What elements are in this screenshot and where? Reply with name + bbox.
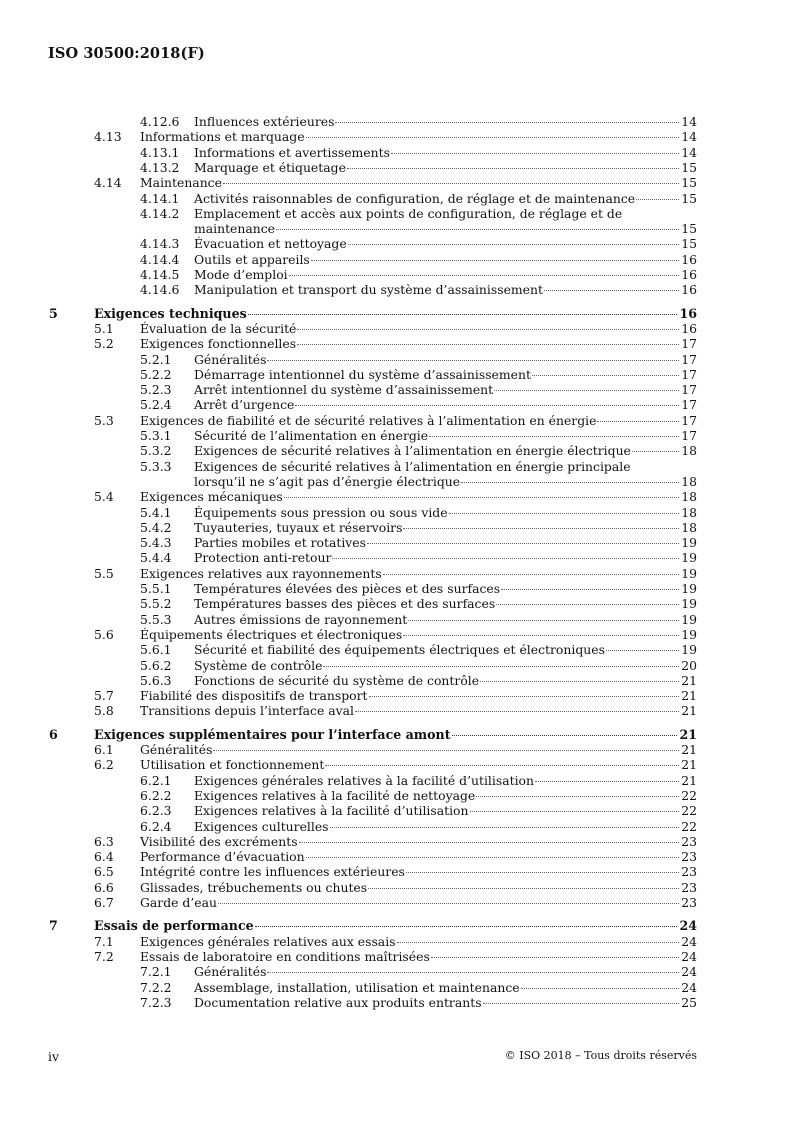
toc-entry-page: 22 <box>681 803 697 819</box>
dot-leader <box>332 557 679 559</box>
toc-entry-title: Parties mobiles et rotatives <box>194 535 366 551</box>
toc-entry-title-continued: lorsqu’il ne s’agit pas d’énergie électrique <box>194 473 461 489</box>
toc-entry[interactable] <box>0 306 793 321</box>
toc-entry-page: 23 <box>681 833 697 849</box>
toc-entry-number: 5.3 <box>94 412 114 428</box>
toc-entry[interactable] <box>0 964 793 979</box>
toc-entry-page: 15 <box>681 159 697 175</box>
toc-entry-page: 18 <box>681 443 697 459</box>
toc-entry-title: Exigences supplémentaires pour l’interface amont <box>94 726 451 742</box>
toc-entry-title: Équipements électriques et électroniques <box>140 626 403 642</box>
toc-entry-number: 4.14.5 <box>140 267 180 282</box>
dot-leader <box>480 680 679 682</box>
toc-entry-title: Intégrité contre les influences extérieures <box>140 864 405 880</box>
toc-entry-number: 4.13 <box>94 129 122 145</box>
toc-entry-title: Équipements sous pression ou sous vide <box>194 504 448 520</box>
dot-leader <box>494 389 679 391</box>
dot-leader <box>496 603 679 605</box>
toc-entry-title: Marquage et étiquetage <box>194 159 346 175</box>
toc-entry-number: 5.8 <box>94 703 114 719</box>
toc-entry-page: 23 <box>681 849 697 865</box>
toc-entry-number: 4.14.2 <box>140 205 180 221</box>
toc-entry-number: 6.6 <box>94 879 114 895</box>
toc-entry-number: 5.2.3 <box>140 382 172 398</box>
toc-entry-number: 6.2 <box>94 757 114 773</box>
toc-entry-page: 15 <box>681 221 697 237</box>
toc-entry[interactable] <box>0 352 793 367</box>
dot-leader <box>218 902 679 904</box>
toc-entry-continuation[interactable] <box>0 474 793 489</box>
toc-entry-title: Températures basses des pièces et des surfaces <box>194 596 496 612</box>
toc-entry-title: Exigences culturelles <box>194 818 329 834</box>
toc-entry-page: 14 <box>681 144 697 160</box>
dot-leader <box>452 734 678 736</box>
dot-leader <box>501 588 679 590</box>
dot-leader <box>403 634 679 636</box>
toc-entry-number: 5.3.1 <box>140 428 172 443</box>
toc-entry-page: 24 <box>681 979 697 995</box>
toc-entry-number: 4.14.1 <box>140 190 180 206</box>
dot-leader <box>636 198 679 200</box>
dot-leader <box>284 496 679 498</box>
toc-entry[interactable] <box>0 658 793 673</box>
toc-entry[interactable] <box>0 596 793 611</box>
dot-leader <box>306 136 680 138</box>
dot-leader <box>368 887 679 889</box>
toc-entry[interactable] <box>0 443 793 458</box>
toc-entry[interactable] <box>0 742 793 757</box>
toc-entry-number: 5.2 <box>94 336 114 352</box>
toc-entry-title: Températures élevées des pièces et des surfaces <box>194 581 501 596</box>
toc-entry-number: 6.2.2 <box>140 787 172 803</box>
toc-entry-title: Démarrage intentionnel du système d’assainissement <box>194 366 531 382</box>
document-id-header: ISO 30500:2018(F) <box>48 45 205 62</box>
toc-entry-page: 24 <box>681 964 697 980</box>
toc-entry[interactable] <box>0 367 793 382</box>
toc-entry[interactable] <box>0 336 793 351</box>
toc-entry-page: 16 <box>679 305 697 321</box>
toc-entry-title: Généralités <box>194 351 267 367</box>
toc-entry-page: 17 <box>681 366 697 382</box>
toc-entry-title: Essais de performance <box>94 918 254 934</box>
toc-entry[interactable] <box>0 520 793 535</box>
dot-leader <box>369 695 680 697</box>
toc-entry-title: Exigences techniques <box>94 305 247 321</box>
toc-entry-page: 21 <box>681 742 697 757</box>
toc-entry[interactable] <box>0 252 793 267</box>
toc-entry-page: 15 <box>681 236 697 252</box>
toc-entry-page: 24 <box>679 918 697 934</box>
footer-page-number: iv <box>48 1049 60 1064</box>
dot-leader <box>461 481 679 483</box>
toc-entry-title: Protection anti-retour <box>194 550 332 566</box>
dot-leader <box>367 542 679 544</box>
toc-entry-title: Activités raisonnables de configuration, de réglage et de maintenance <box>194 190 636 206</box>
dot-leader <box>295 404 679 406</box>
toc-entry-page: 14 <box>681 129 697 145</box>
toc-entry-number: 5.4.2 <box>140 519 172 535</box>
toc-entry-title: Documentation relative aux produits entrants <box>194 994 482 1010</box>
toc-entry[interactable] <box>0 382 793 397</box>
toc-entry[interactable] <box>0 757 793 772</box>
dot-leader <box>335 121 679 123</box>
toc-entry-number: 5.6.2 <box>140 657 172 673</box>
dot-leader <box>470 810 680 812</box>
toc-entry[interactable] <box>0 459 793 474</box>
toc-entry-title: Assemblage, installation, utilisation et maintenance <box>194 979 520 995</box>
toc-entry-page: 19 <box>681 581 697 596</box>
toc-entry-title: Généralités <box>194 964 267 980</box>
dot-leader <box>255 925 678 927</box>
dot-leader <box>521 987 680 989</box>
toc-entry[interactable] <box>0 918 793 933</box>
dot-leader <box>408 619 679 621</box>
toc-entry-number: 6.3 <box>94 833 114 849</box>
toc-entry-title: Mode d’emploi <box>194 267 288 282</box>
toc-entry-number: 5.4.3 <box>140 535 172 551</box>
toc-entry[interactable] <box>0 934 793 949</box>
toc-entry-number: 4.12.6 <box>140 114 180 129</box>
toc-entry-title-continued: maintenance <box>194 221 276 237</box>
toc-entry-page: 25 <box>681 994 697 1010</box>
toc-entry[interactable] <box>0 413 793 428</box>
toc-entry-page: 17 <box>681 412 697 428</box>
toc-entry[interactable] <box>0 703 793 718</box>
toc-entry-title: Informations et marquage <box>140 129 305 145</box>
toc-entry[interactable] <box>0 282 793 297</box>
toc-entry[interactable] <box>0 673 793 688</box>
dot-leader <box>632 450 679 452</box>
toc-entry-page: 24 <box>681 948 697 964</box>
toc-entry[interactable] <box>0 566 793 581</box>
toc-entry-title: Autres émissions de rayonnement <box>194 611 408 627</box>
toc-entry-title: Exigences relatives à la facilité de nettoyage <box>194 787 476 803</box>
toc-entry-number: 7.2.1 <box>140 964 172 980</box>
toc-entry[interactable] <box>0 949 793 964</box>
dot-leader <box>532 374 679 376</box>
toc-entry-number: 7 <box>49 918 58 934</box>
toc-entry-number: 5.6 <box>94 626 114 642</box>
dot-leader <box>306 856 680 858</box>
toc-entry-number: 6.1 <box>94 742 114 757</box>
toc-entry-title: Exigences générales relatives aux essais <box>140 933 396 949</box>
toc-entry-page: 16 <box>681 320 697 336</box>
dot-leader <box>535 780 679 782</box>
toc-entry-title: Évaluation de la sécurité <box>140 320 297 336</box>
toc-entry-title: Exigences de sécurité relatives à l’alimentation en énergie électrique <box>194 443 631 459</box>
toc-entry-page: 19 <box>681 550 697 566</box>
toc-entry[interactable] <box>0 191 793 206</box>
dot-leader <box>406 871 679 873</box>
toc-entry-number: 5 <box>49 305 58 321</box>
toc-entry-number: 5.6.1 <box>140 642 172 658</box>
toc-entry-page: 21 <box>679 726 697 742</box>
toc-entry[interactable] <box>0 535 793 550</box>
toc-entry-title: Glissades, trébuchements ou chutes <box>140 879 368 895</box>
toc-entry-number: 5.3.3 <box>140 458 172 474</box>
dot-leader <box>449 512 680 514</box>
toc-entry-number: 5.1 <box>94 320 114 336</box>
toc-entry[interactable] <box>0 819 793 834</box>
toc-entry-number: 7.2 <box>94 948 114 964</box>
toc-entry-title: Exigences fonctionnelles <box>140 336 297 352</box>
toc-entry[interactable] <box>0 160 793 175</box>
toc-entry-title: Sécurité et fiabilité des équipements électriques et électroniques <box>194 642 605 658</box>
dot-leader <box>347 167 679 169</box>
toc-entry-page: 16 <box>681 251 697 267</box>
toc-entry-number: 5.7 <box>94 688 114 704</box>
toc-entry[interactable] <box>0 397 793 412</box>
toc-entry-page: 18 <box>681 504 697 520</box>
toc-entry-title: Informations et avertissements <box>194 144 390 160</box>
toc-entry-page: 22 <box>681 787 697 803</box>
dot-leader <box>276 228 679 230</box>
toc-entry-number: 4.14.3 <box>140 236 180 252</box>
toc-entry-page: 16 <box>681 267 697 282</box>
toc-entry-number: 5.4.1 <box>140 504 172 520</box>
toc-entry-page: 19 <box>681 565 697 581</box>
toc-entry[interactable] <box>0 505 793 520</box>
toc-entry-title: Performance d’évacuation <box>140 849 305 865</box>
toc-entry[interactable] <box>0 880 793 895</box>
toc-entry-title: Exigences relatives aux rayonnements <box>140 565 382 581</box>
toc-entry-page: 17 <box>681 428 697 443</box>
toc-entry-page: 17 <box>681 382 697 398</box>
toc-entry-number: 6.2.3 <box>140 803 172 819</box>
toc-entry[interactable] <box>0 550 793 565</box>
toc-entry-number: 5.5.2 <box>140 596 172 612</box>
dot-leader <box>297 343 679 345</box>
toc-entry-number: 7.2.3 <box>140 994 172 1010</box>
toc-entry-continuation[interactable] <box>0 221 793 236</box>
toc-entry[interactable] <box>0 834 793 849</box>
toc-entry-page: 16 <box>681 282 697 298</box>
footer-copyright: © ISO 2018 – Tous droits réservés <box>504 1049 697 1062</box>
toc-entry-title: Tuyauteries, tuyaux et réservoirs <box>194 519 403 535</box>
toc-entry-number: 4.14.6 <box>140 282 180 298</box>
toc-entry[interactable] <box>0 688 793 703</box>
toc-entry-number: 6.7 <box>94 895 114 910</box>
toc-entry[interactable] <box>0 175 793 190</box>
toc-entry-page: 19 <box>681 642 697 658</box>
toc-entry-title: Généralités <box>140 742 213 757</box>
toc-entry-title: Outils et appareils <box>194 251 310 267</box>
toc-entry[interactable] <box>0 129 793 144</box>
toc-entry-title: Exigences générales relatives à la facilité d’utilisation <box>194 772 534 788</box>
toc-entry[interactable] <box>0 206 793 221</box>
toc-entry-title: Système de contrôle <box>194 657 323 673</box>
toc-entry-number: 4.13.1 <box>140 144 180 160</box>
toc-entry[interactable] <box>0 727 793 742</box>
toc-entry-title: Sécurité de l’alimentation en énergie <box>194 428 429 443</box>
toc-entry-title: Garde d’eau <box>140 895 217 910</box>
toc-entry-title: Visibilité des excréments <box>140 833 298 849</box>
toc-entry[interactable] <box>0 864 793 879</box>
toc-entry-page: 23 <box>681 879 697 895</box>
toc-entry-title: Utilisation et fonctionnement <box>140 757 325 773</box>
toc-entry[interactable] <box>0 267 793 282</box>
toc-entry-number: 5.6.3 <box>140 672 172 688</box>
toc-entry-number: 5.5.1 <box>140 581 172 596</box>
toc-entry[interactable] <box>0 895 793 910</box>
dot-leader <box>297 328 679 330</box>
dot-leader <box>597 420 679 422</box>
dot-leader <box>323 665 679 667</box>
toc-entry-page: 19 <box>681 611 697 627</box>
toc-entry-number: 6.2.1 <box>140 772 172 788</box>
dot-leader <box>348 243 680 245</box>
toc-entry[interactable] <box>0 236 793 251</box>
toc-entry[interactable] <box>0 627 793 642</box>
toc-entry-number: 5.4 <box>94 489 114 505</box>
dot-leader <box>267 971 679 973</box>
dot-leader <box>325 764 679 766</box>
toc-entry-page: 23 <box>681 864 697 880</box>
toc-entry-number: 6 <box>49 726 58 742</box>
dot-leader <box>544 289 679 291</box>
toc-entry-number: 5.4.4 <box>140 550 172 566</box>
toc-entry-title: Transitions depuis l’interface aval <box>140 703 354 719</box>
toc-entry[interactable] <box>0 489 793 504</box>
toc-entry-page: 17 <box>681 336 697 352</box>
toc-entry-page: 23 <box>681 895 697 910</box>
toc-entry-page: 19 <box>681 626 697 642</box>
toc-entry[interactable] <box>0 980 793 995</box>
toc-entry-number: 5.5 <box>94 565 114 581</box>
toc-entry[interactable] <box>0 612 793 627</box>
toc-entry-page: 18 <box>681 473 697 489</box>
toc-entry[interactable] <box>0 114 793 129</box>
dot-leader <box>391 152 679 154</box>
toc-entry-number: 4.13.2 <box>140 159 180 175</box>
toc-entry-page: 21 <box>681 688 697 704</box>
dot-leader <box>355 710 679 712</box>
toc-entry-title: Exigences mécaniques <box>140 489 283 505</box>
toc-entry-title: Fiabilité des dispositifs de transport <box>140 688 368 704</box>
toc-entry-number: 5.2.1 <box>140 351 172 367</box>
dot-leader <box>213 749 679 751</box>
toc-entry-page: 21 <box>681 703 697 719</box>
toc-entry-number: 4.14 <box>94 175 122 191</box>
toc-entry[interactable] <box>0 773 793 788</box>
toc-entry-title: Manipulation et transport du système d’assainissement <box>194 282 543 298</box>
toc-entry-page: 14 <box>681 114 697 129</box>
toc-entry-title: Essais de laboratoire en conditions maîtrisées <box>140 948 430 964</box>
toc-entry-title: Évacuation et nettoyage <box>194 236 347 252</box>
dot-leader <box>606 649 679 651</box>
dot-leader <box>311 259 679 261</box>
toc-entry-page: 15 <box>681 175 697 191</box>
toc-entry-page: 19 <box>681 596 697 612</box>
toc-entry-number: 5.2.4 <box>140 397 172 413</box>
toc-entry-title: Exigences relatives à la facilité d’utilisation <box>194 803 469 819</box>
dot-leader <box>431 956 679 958</box>
toc-entry-page: 19 <box>681 535 697 551</box>
toc-entry-page: 20 <box>681 657 697 673</box>
dot-leader <box>267 359 679 361</box>
toc-entry-page: 18 <box>681 519 697 535</box>
dot-leader <box>476 795 679 797</box>
dot-leader <box>429 435 679 437</box>
toc-entry-title: Influences extérieures <box>194 114 335 129</box>
dot-leader <box>403 527 679 529</box>
toc-entry-title: Arrêt d’urgence <box>194 397 295 413</box>
dot-leader <box>330 826 680 828</box>
dot-leader <box>289 274 680 276</box>
toc-entry[interactable] <box>0 803 793 818</box>
dot-leader <box>383 573 679 575</box>
toc-entry-page: 22 <box>681 818 697 834</box>
toc-entry-page: 17 <box>681 397 697 413</box>
toc-entry-title: Maintenance <box>140 175 222 191</box>
toc-entry-number: 7.2.2 <box>140 979 172 995</box>
toc-entry-title: Arrêt intentionnel du système d’assainissement <box>194 382 494 398</box>
toc-entry-title: Exigences de fiabilité et de sécurité relatives à l’alimentation en énergie <box>140 412 597 428</box>
toc-entry-title: Emplacement et accès aux points de configuration, de réglage et de <box>194 205 623 221</box>
dot-leader <box>223 182 679 184</box>
toc-entry-page: 18 <box>681 489 697 505</box>
toc-entry-number: 5.5.3 <box>140 611 172 627</box>
dot-leader <box>299 841 680 843</box>
toc-entry-page: 17 <box>681 351 697 367</box>
toc-entry[interactable] <box>0 428 793 443</box>
toc-entry[interactable] <box>0 642 793 657</box>
toc-entry-number: 4.14.4 <box>140 251 180 267</box>
toc-entry-number: 5.3.2 <box>140 443 172 459</box>
dot-leader <box>397 941 680 943</box>
toc-entry-number: 5.2.2 <box>140 366 172 382</box>
toc-entry[interactable] <box>0 849 793 864</box>
toc-entry-page: 21 <box>681 672 697 688</box>
toc-entry-page: 21 <box>681 757 697 773</box>
toc-entry[interactable] <box>0 145 793 160</box>
toc-entry-number: 7.1 <box>94 933 114 949</box>
toc-entry[interactable] <box>0 995 793 1010</box>
toc-entry[interactable] <box>0 321 793 336</box>
toc-entry[interactable] <box>0 788 793 803</box>
toc-entry-page: 21 <box>681 772 697 788</box>
toc-entry-title: Fonctions de sécurité du système de contrôle <box>194 672 480 688</box>
toc-entry-page: 24 <box>681 933 697 949</box>
dot-leader <box>483 1002 680 1004</box>
dot-leader <box>248 313 678 315</box>
toc-entry-number: 6.2.4 <box>140 818 172 834</box>
toc-entry[interactable] <box>0 581 793 596</box>
toc-entry-title: Exigences de sécurité relatives à l’alimentation en énergie principale <box>194 458 631 474</box>
toc-entry-page: 15 <box>681 190 697 206</box>
toc-entry-number: 6.4 <box>94 849 114 865</box>
toc-entry-number: 6.5 <box>94 864 114 880</box>
